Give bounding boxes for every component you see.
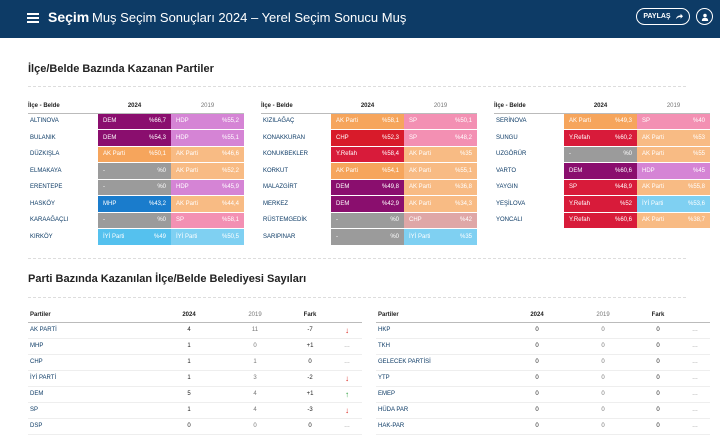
count-2024: 0 — [504, 322, 570, 338]
count-diff: -2 — [288, 370, 332, 386]
district-row[interactable] — [28, 130, 244, 147]
no-change-icon: … — [692, 407, 698, 413]
district-name[interactable]: RÜSTEMGEDİK — [261, 212, 331, 229]
result-2024: Y.Refah %60,6 — [564, 212, 637, 229]
party-name[interactable]: HKP — [376, 322, 504, 338]
party-row[interactable] — [28, 322, 362, 338]
top-header — [0, 0, 720, 38]
col-header-diff: Fark — [636, 308, 680, 322]
result-2024: İYİ Parti %49 — [98, 229, 171, 246]
count-2019: 1 — [222, 354, 288, 370]
district-row[interactable] — [494, 130, 710, 147]
col-header-2024: 2024 — [156, 308, 222, 322]
result-2019: AK Parti %38,7 — [637, 212, 710, 229]
divider — [28, 86, 686, 87]
result-2019: AK Parti %44,4 — [171, 196, 244, 213]
party-row[interactable] — [28, 402, 362, 418]
count-2019: 0 — [570, 338, 636, 354]
count-2019: 0 — [570, 402, 636, 418]
no-change-icon: … — [692, 375, 698, 381]
count-diff: 0 — [636, 338, 680, 354]
result-2019: AK Parti %52,2 — [171, 163, 244, 180]
result-2024: DEM %66,7 — [98, 113, 171, 130]
district-name[interactable]: UZGÖRÜR — [494, 146, 564, 163]
party-row[interactable] — [376, 370, 710, 386]
district-row[interactable] — [28, 163, 244, 180]
district-row[interactable] — [28, 146, 244, 163]
no-change-icon: … — [692, 327, 698, 333]
result-2024: MHP %43,2 — [98, 196, 171, 213]
result-2024: DEM %49,8 — [331, 179, 404, 196]
result-2019: İYİ Parti %53,6 — [637, 196, 710, 213]
result-2019: AK Parti %36,8 — [404, 179, 477, 196]
col-header-2019: 2019 — [570, 308, 636, 322]
party-row[interactable] — [28, 354, 362, 370]
district-row[interactable] — [261, 229, 477, 246]
count-2024: 0 — [504, 338, 570, 354]
party-row[interactable] — [376, 386, 710, 402]
result-2024: - %0 — [331, 229, 404, 246]
result-2019: HDP %45,9 — [171, 179, 244, 196]
district-table — [494, 100, 710, 229]
arrow-up-icon: ↑ — [345, 389, 349, 399]
party-name[interactable]: HAK-PAR — [376, 418, 504, 434]
party-name[interactable]: SP — [28, 402, 156, 418]
count-diff: 0 — [288, 354, 332, 370]
district-row[interactable] — [28, 212, 244, 229]
district-row[interactable] — [261, 113, 477, 130]
count-2024: 5 — [156, 386, 222, 402]
share-label: PAYLAŞ — [643, 13, 671, 20]
result-2024: AK Parti %50,1 — [98, 146, 171, 163]
district-row[interactable] — [494, 196, 710, 213]
district-row[interactable] — [494, 113, 710, 130]
result-2024: Y.Refah %52 — [564, 196, 637, 213]
result-2019: AK Parti %55,1 — [404, 163, 477, 180]
user-account-button[interactable] — [696, 8, 713, 25]
count-2024: 4 — [156, 322, 222, 338]
district-row[interactable] — [28, 113, 244, 130]
party-row[interactable] — [28, 386, 362, 402]
result-2019: SP %48,2 — [404, 130, 477, 147]
party-row[interactable] — [28, 370, 362, 386]
party-table — [28, 308, 362, 435]
count-diff: +1 — [288, 386, 332, 402]
divider — [28, 297, 686, 298]
result-2024: Y.Refah %60,2 — [564, 130, 637, 147]
district-row[interactable] — [261, 130, 477, 147]
count-2024: 1 — [156, 338, 222, 354]
count-diff: +1 — [288, 338, 332, 354]
party-name[interactable]: TKH — [376, 338, 504, 354]
share-button[interactable] — [636, 8, 690, 25]
count-2024: 0 — [504, 386, 570, 402]
district-row[interactable] — [261, 163, 477, 180]
result-2024: SP %48,9 — [564, 179, 637, 196]
party-name[interactable]: İYİ PARTİ — [28, 370, 156, 386]
arrow-down-icon: ↓ — [345, 405, 349, 415]
party-row[interactable] — [376, 418, 710, 434]
result-2019: SP %40 — [637, 113, 710, 130]
user-icon — [701, 13, 709, 21]
result-2019: SP %50,1 — [404, 113, 477, 130]
count-2019: 3 — [222, 370, 288, 386]
count-2019: 4 — [222, 402, 288, 418]
party-row[interactable] — [376, 354, 710, 370]
district-row[interactable] — [28, 196, 244, 213]
party-name[interactable]: YTP — [376, 370, 504, 386]
result-2019: HDP %55,2 — [171, 113, 244, 130]
col-header-party: Partiler — [28, 308, 156, 322]
party-name[interactable]: EMEP — [376, 386, 504, 402]
party-row[interactable] — [376, 322, 710, 338]
result-2019: HDP %55,1 — [171, 130, 244, 147]
district-row[interactable] — [28, 229, 244, 246]
party-name[interactable]: AK PARTİ — [28, 322, 156, 338]
party-name[interactable]: DEM — [28, 386, 156, 402]
count-diff: -3 — [288, 402, 332, 418]
result-2024: - %0 — [564, 146, 637, 163]
district-name[interactable]: KONAKKURAN — [261, 130, 331, 147]
district-row[interactable] — [28, 179, 244, 196]
count-2019: 0 — [222, 338, 288, 354]
count-2019: 0 — [570, 386, 636, 402]
party-name[interactable]: CHP — [28, 354, 156, 370]
district-name[interactable]: ALTINOVA — [28, 113, 98, 130]
col-header-place: İlçe - Belde — [494, 100, 564, 113]
col-header-2024: 2024 — [564, 100, 637, 113]
col-header-party: Partiler — [376, 308, 504, 322]
divider — [28, 258, 686, 259]
arrow-down-icon: ↓ — [345, 325, 349, 335]
result-2024: - %0 — [98, 163, 171, 180]
district-name[interactable]: YAYGIN — [494, 179, 564, 196]
count-2024: 1 — [156, 370, 222, 386]
result-2024: - %0 — [98, 212, 171, 229]
district-row[interactable] — [261, 212, 477, 229]
count-diff: 0 — [636, 418, 680, 434]
share-arrow-icon — [675, 13, 683, 21]
district-row[interactable] — [261, 196, 477, 213]
district-name[interactable]: SERİNOVA — [494, 113, 564, 130]
section-title-districts: İlçe/Belde Bazında Kazanan Partiler — [28, 63, 214, 75]
result-2019: HDP %45 — [637, 163, 710, 180]
count-2024: 0 — [504, 402, 570, 418]
col-header-2019: 2019 — [171, 100, 244, 113]
count-2024: 1 — [156, 402, 222, 418]
count-2024: 1 — [156, 354, 222, 370]
result-2019: SP %58,1 — [171, 212, 244, 229]
count-2019: 11 — [222, 322, 288, 338]
count-2019: 0 — [222, 418, 288, 434]
district-row[interactable] — [494, 163, 710, 180]
count-2019: 0 — [570, 370, 636, 386]
district-row[interactable] — [494, 179, 710, 196]
result-2024: DEM %42,9 — [331, 196, 404, 213]
col-header-2019: 2019 — [404, 100, 477, 113]
party-row[interactable] — [376, 402, 710, 418]
party-row[interactable] — [28, 418, 362, 434]
party-row[interactable] — [28, 338, 362, 354]
result-2024: - %0 — [331, 212, 404, 229]
count-2024: 0 — [504, 370, 570, 386]
no-change-icon: … — [344, 343, 350, 349]
col-header-2024: 2024 — [98, 100, 171, 113]
page-title: Muş Seçim Sonuçları 2024 – Yerel Seçim Sonucu Muş — [92, 10, 407, 25]
district-row[interactable] — [494, 146, 710, 163]
result-2024: DEM %54,3 — [98, 130, 171, 147]
no-change-icon: … — [344, 359, 350, 365]
result-2024: AK Parti %58,1 — [331, 113, 404, 130]
district-name[interactable]: ELMAKAYA — [28, 163, 98, 180]
no-change-icon: … — [692, 423, 698, 429]
district-name[interactable]: MALAZGİRT — [261, 179, 331, 196]
brand-logo[interactable]: Seçim — [48, 9, 90, 25]
district-name[interactable]: DÜZKIŞLA — [28, 146, 98, 163]
district-table — [28, 100, 244, 246]
district-name[interactable]: HASKÖY — [28, 196, 98, 213]
district-name[interactable]: YEŞİLOVA — [494, 196, 564, 213]
arrow-down-icon: ↓ — [345, 373, 349, 383]
district-name[interactable]: ERENTEPE — [28, 179, 98, 196]
result-2024: CHP %52,3 — [331, 130, 404, 147]
district-name[interactable]: KIRKÖY — [28, 229, 98, 246]
count-diff: 0 — [636, 322, 680, 338]
result-2019: CHP %42 — [404, 212, 477, 229]
result-2019: İYİ Parti %50,5 — [171, 229, 244, 246]
district-name[interactable]: YONCALI — [494, 212, 564, 229]
count-diff: -7 — [288, 322, 332, 338]
count-diff: 0 — [636, 402, 680, 418]
result-2024: - %0 — [98, 179, 171, 196]
district-table — [261, 100, 477, 246]
result-2024: AK Parti %49,3 — [564, 113, 637, 130]
result-2019: AK Parti %55,8 — [637, 179, 710, 196]
district-name[interactable]: KIZILAĞAÇ — [261, 113, 331, 130]
result-2019: AK Parti %55 — [637, 146, 710, 163]
party-row[interactable] — [376, 338, 710, 354]
count-diff: 0 — [636, 386, 680, 402]
count-diff: 0 — [288, 418, 332, 434]
count-2024: 0 — [156, 418, 222, 434]
count-2024: 0 — [504, 418, 570, 434]
section-title-parties: Parti Bazında Kazanılan İlçe/Belde Belediyesi Sayıları — [28, 273, 307, 285]
result-2024: AK Parti %54,1 — [331, 163, 404, 180]
district-row[interactable] — [261, 146, 477, 163]
party-table — [376, 308, 710, 435]
district-name[interactable]: VARTO — [494, 163, 564, 180]
count-2019: 4 — [222, 386, 288, 402]
col-header-2019: 2019 — [222, 308, 288, 322]
menu-icon[interactable] — [27, 13, 39, 23]
col-header-2019: 2019 — [637, 100, 710, 113]
no-change-icon: … — [344, 423, 350, 429]
count-2019: 0 — [570, 418, 636, 434]
district-name[interactable]: SARIPINAR — [261, 229, 331, 246]
col-header-place: İlçe - Belde — [28, 100, 98, 113]
result-2024: Y.Refah %58,4 — [331, 146, 404, 163]
count-2019: 0 — [570, 354, 636, 370]
no-change-icon: … — [692, 391, 698, 397]
district-row[interactable] — [494, 212, 710, 229]
count-2024: 0 — [504, 354, 570, 370]
count-2019: 0 — [570, 322, 636, 338]
result-2019: AK Parti %46,6 — [171, 146, 244, 163]
district-name[interactable]: SUNGU — [494, 130, 564, 147]
col-header-place: İlçe - Belde — [261, 100, 331, 113]
party-name[interactable]: DSP — [28, 418, 156, 434]
col-header-diff: Fark — [288, 308, 332, 322]
count-diff: 0 — [636, 354, 680, 370]
district-name[interactable]: KARAAĞAÇLI — [28, 212, 98, 229]
result-2019: AK Parti %35 — [404, 146, 477, 163]
party-name[interactable]: HÜDA PAR — [376, 402, 504, 418]
col-header-2024: 2024 — [504, 308, 570, 322]
count-diff: 0 — [636, 370, 680, 386]
district-name[interactable]: KORKUT — [261, 163, 331, 180]
result-2024: DEM %60,6 — [564, 163, 637, 180]
result-2019: AK Parti %34,3 — [404, 196, 477, 213]
district-name[interactable]: BULANIK — [28, 130, 98, 147]
district-name[interactable]: KONUKBEKLER — [261, 146, 331, 163]
no-change-icon: … — [692, 343, 698, 349]
result-2019: AK Parti %53 — [637, 130, 710, 147]
col-header-2024: 2024 — [331, 100, 404, 113]
party-name[interactable]: GELECEK PARTİSİ — [376, 354, 504, 370]
result-2019: İYİ Parti %35 — [404, 229, 477, 246]
district-name[interactable]: MERKEZ — [261, 196, 331, 213]
party-name[interactable]: MHP — [28, 338, 156, 354]
no-change-icon: … — [692, 359, 698, 365]
district-row[interactable] — [261, 179, 477, 196]
